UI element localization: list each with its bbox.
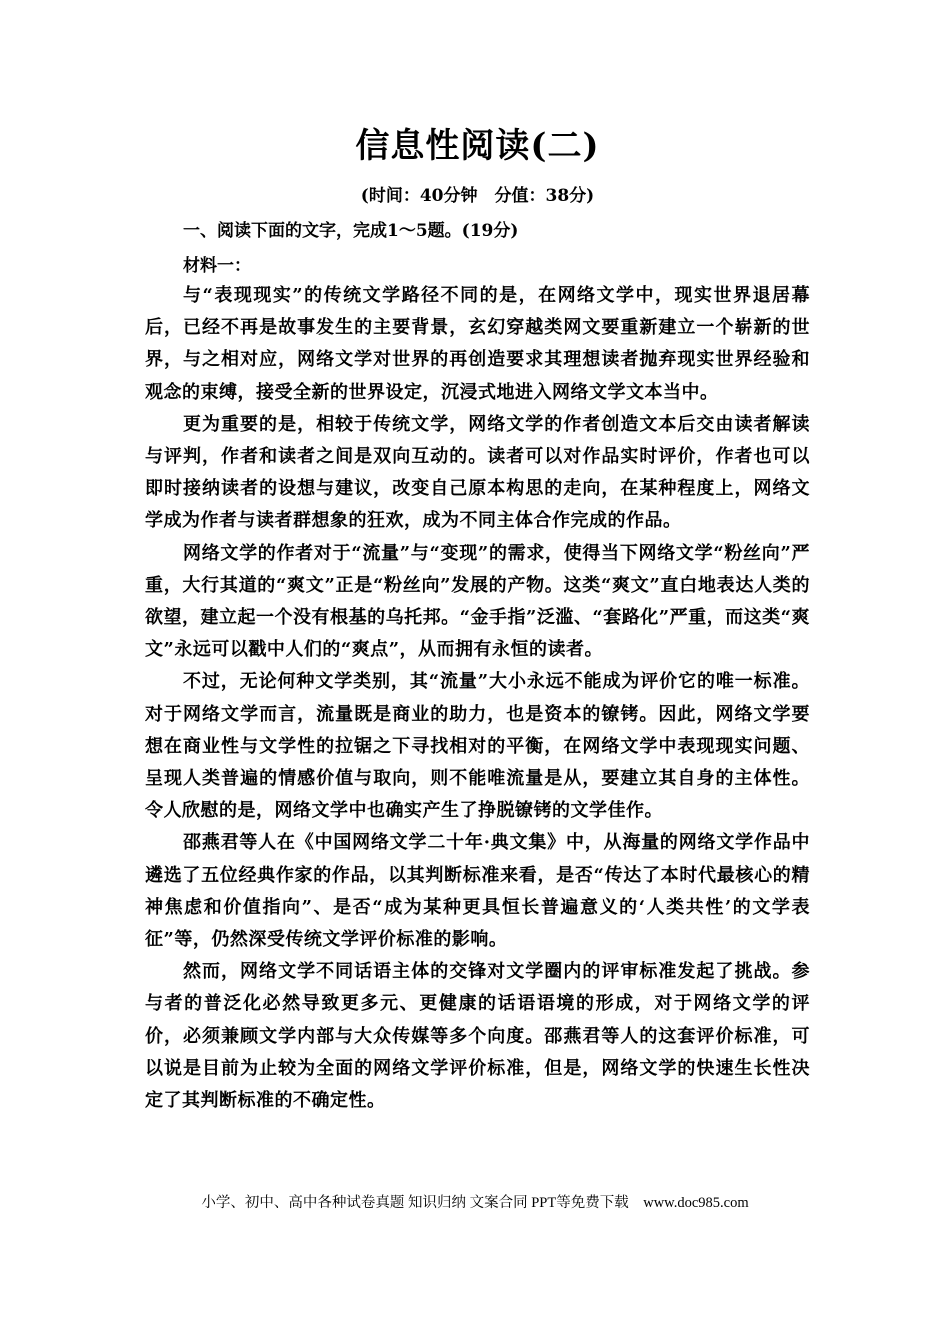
passage-body bbox=[145, 280, 810, 1117]
material-label: 材料一： bbox=[183, 256, 251, 276]
paragraph: 与“表现现实”的传统文学路径不同的是，在网络文学中，现实世界退居幕后，已经不再是故事发生的主要背景，玄幻穿越类网文要重新建立一个崭新的世界，与之相对应，网络文学对世界的再创造要求其理想读者抛弃现实世界经验和观念的束缚，接受全新的世界设定，沉浸式地进入网络文学文本当中。 bbox=[145, 285, 810, 403]
paragraph: 网络文学的作者对于“流量”与“变现”的需求，使得当下网络文学“粉丝向”严重，大行其道的“爽文”正是“粉丝向”发展的产物。这类“爽文”直白地表达人类的欲望，建立起一个没有根基的乌托邦。“金手指”泛滥、“套路化”严重，而这类“爽文”永远可以戳中人们的“爽点”，从而拥有永恒的读者。 bbox=[145, 542, 810, 661]
paragraph: 邵燕君等人在《中国网络文学二十年·典文集》中，从海量的网络文学作品中遴选了五位经典作家的作品，以其判断标准来看，是否“传达了本时代最核心的精神焦虑和价值指向”、是否“成为某种更具恒长普遍意义的‘人类共性’的文学表征”等，仍然深受传统文学评价标准的影响。 bbox=[145, 832, 810, 951]
paragraph: 更为重要的是，相较于传统文学，网络文学的作者创造文本后交由读者解读与评判，作者和读者之间是双向互动的。读者可以对作品实时评价，作者也可以即时接纳读者的设想与建议，改变自己原本构思的走向，在某种程度上，网络文学成为作者与读者群想象的狂欢，成为不同主体合作完成的作品。 bbox=[145, 413, 810, 532]
footer-watermark: 小学、初中、高中各种试卷真题 知识归纳 文案合同 PPT等免费下载 www.doc985.com bbox=[201, 1195, 749, 1211]
paragraph: 不过，无论何种文学类别，其“流量”大小永远不能成为评价它的唯一标准。对于网络文学而言，流量既是商业的助力，也是资本的镣铐。因此，网络文学要想在商业性与文学性的拉锯之下寻找相对的平衡，在网络文学中表现现实问题、呈现人类普遍的情感价值与取向，则不能唯流量是从，要建立其自身的主体性。令人欣慰的是，网络文学中也确实产生了挣脱镣铐的文学佳作。 bbox=[145, 671, 810, 822]
paragraph: 然而，网络文学不同话语主体的交锋对文学圈内的评审标准发起了挑战。参与者的普泛化必然导致更多元、更健康的话语语境的形成，对于网络文学的评价，必须兼顾文学内部与大众传媒等多个向度。邵燕君等人的这套评价标准，可以说是目前为止较为全面的网络文学评价标准，但是，网络文学的快速生长性决定了其判断标准的不确定性。 bbox=[145, 961, 810, 1112]
document-title: 信息性阅读(二) bbox=[355, 126, 600, 166]
time-score-info: (时间：40分钟 分值：38分) bbox=[360, 186, 595, 206]
section-heading: 一、阅读下面的文字，完成1～5题。(19分) bbox=[183, 221, 519, 241]
